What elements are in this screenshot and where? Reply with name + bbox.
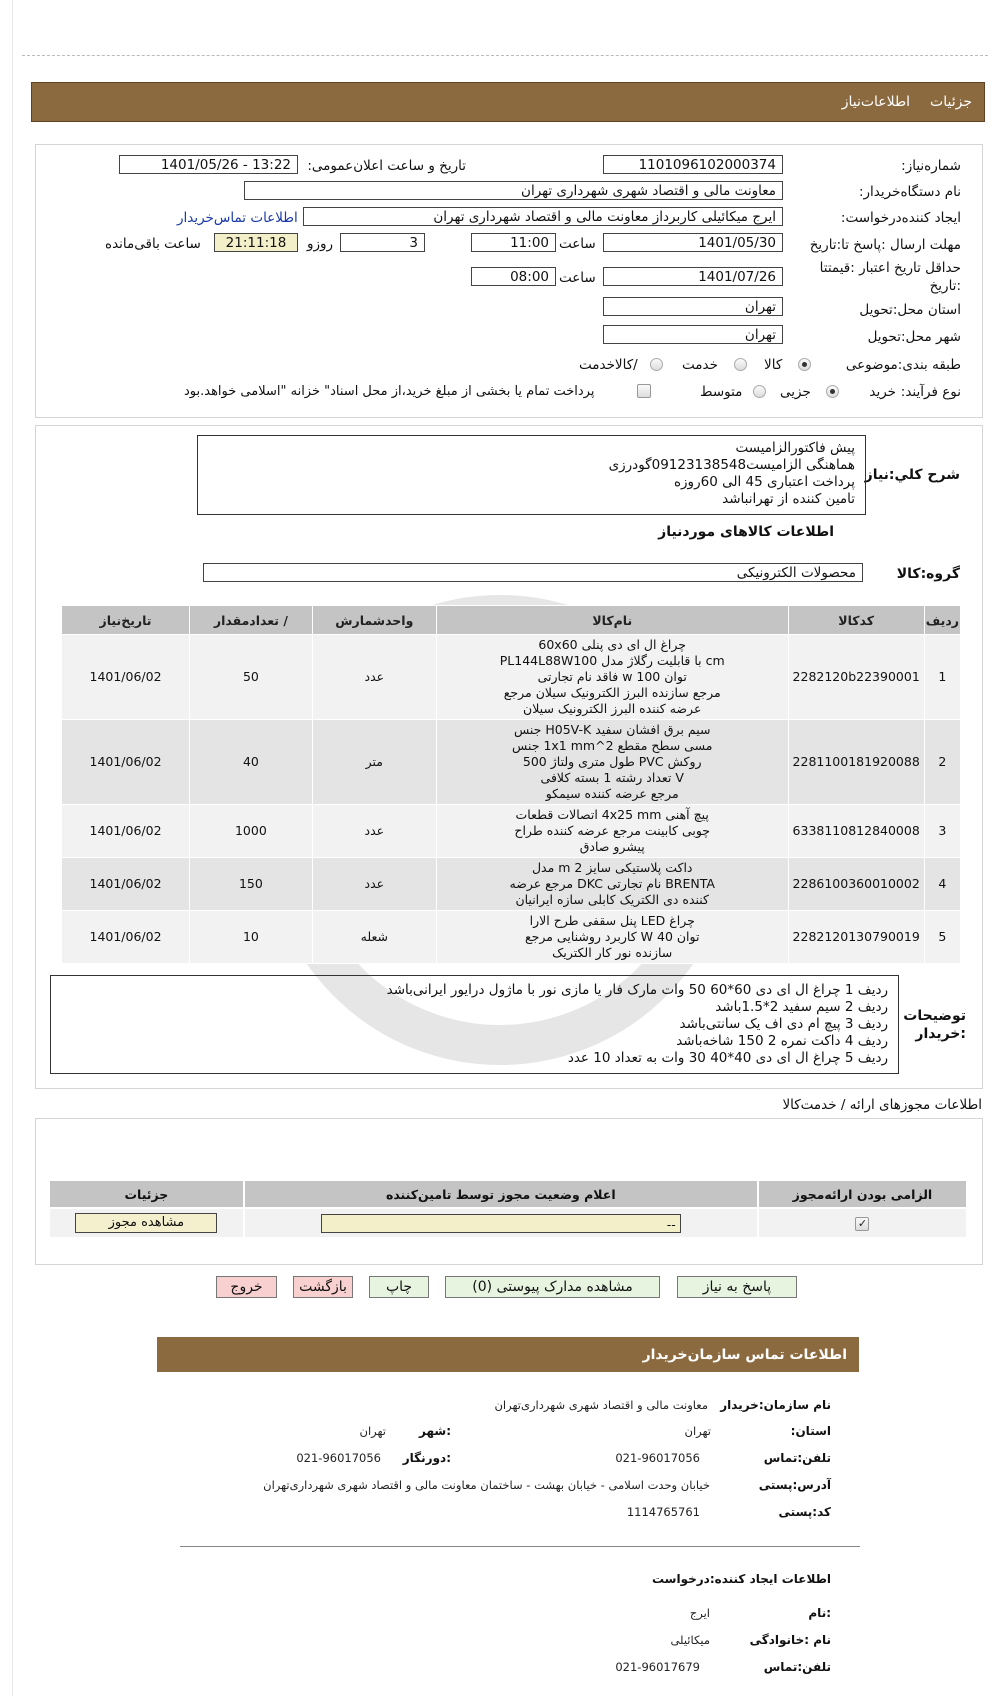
cell-row: 1 (924, 635, 960, 720)
creator-field: ایرج میکائیلی کاربرداز معاونت مالی و اقتصاد شهرداری تهران (303, 207, 783, 226)
cell-date: 1401/06/02 (62, 858, 190, 911)
goods-table (61, 605, 961, 964)
announce-field: 1401/05/26 - 13:22 (119, 155, 298, 174)
creator-info-title: اطلاعات ایجاد کننده:درخواست (651, 1572, 831, 1586)
table-row (62, 911, 961, 964)
goods-table-header (62, 606, 961, 635)
cell-row: 2 (924, 720, 960, 805)
name-line: مرجع سازنده البرز الکترونیک سیلان مرجع (503, 685, 721, 700)
note-line: ردیف 4 داکت نمره 2 150 شاخه‌باشد (676, 1033, 888, 1049)
cell-code: 2282120b22390001 (788, 635, 924, 720)
table-row (62, 858, 961, 911)
permit-status-cell (244, 1208, 758, 1238)
reply-date-field: 1401/05/30 (603, 233, 783, 252)
contact-header-bar (157, 1337, 859, 1372)
creator-label: ایجاد کننده‌درخواست: (840, 210, 961, 226)
creator-name-value: ایرج (689, 1606, 710, 1620)
cell-code: 6338110812840008 (788, 805, 924, 858)
buyer-notes-label-line2: :خریدار (915, 1026, 966, 1042)
contact-province-label: استان: (790, 1424, 831, 1438)
cell-date: 1401/06/02 (62, 911, 190, 964)
cell-code: 2286100360010002 (788, 858, 924, 911)
attachments-button[interactable]: مشاهده مدارک پیوستی (0) (445, 1276, 660, 1298)
cell-date: 1401/06/02 (62, 805, 190, 858)
cell-name (436, 635, 788, 720)
goods-group-label: گروه:کالا (896, 566, 960, 582)
reply-button[interactable]: پاسخ به نیاز (677, 1276, 797, 1298)
category-both-radio[interactable] (650, 358, 663, 371)
cell-code: 2281100181920088 (788, 720, 924, 805)
city-field: تهران (603, 325, 783, 344)
contact-city-value: تهران (359, 1424, 386, 1438)
remaining-time-field: 21:11:18 (214, 233, 298, 252)
cell-row: 5 (924, 911, 960, 964)
buyer-notes-label-line1: توضیحات (903, 1008, 966, 1024)
validity-label-line1: حداقل تاریخ اعتبار :قیمتتا (819, 260, 961, 276)
goods-table-wrap (61, 605, 961, 964)
category-goods-radio[interactable] (798, 358, 811, 371)
page-edge-line (12, 0, 13, 1696)
remaining-label: ساعت باقی‌مانده (105, 236, 201, 252)
contact-phone-label: تلفن:تماس (763, 1451, 831, 1465)
validity-date-field: 1401/07/26 (603, 267, 783, 286)
cell-unit: عدد (312, 805, 436, 858)
org-label: نام سازمان:خریدار (720, 1398, 831, 1412)
creator-family-value: میکائیلی (670, 1633, 710, 1647)
cell-name (436, 720, 788, 805)
col-qty: / تعدادمقدار (190, 606, 313, 635)
buyer-org-field: معاونت مالی و اقتصاد شهری شهرداری تهران (244, 181, 783, 200)
contact-fax-label: :دورنگار (402, 1451, 451, 1465)
name-line: کننده دی الکتریک کابلی سازه ایرانیان (515, 892, 710, 907)
name-line: مسی سطح مقطع 2^1x1 mm جنس (512, 738, 713, 753)
cell-date: 1401/06/02 (62, 720, 190, 805)
cell-date: 1401/06/02 (62, 635, 190, 720)
contact-city-label: :شهر (419, 1424, 451, 1438)
process-medium-radio[interactable] (753, 385, 766, 398)
reply-time-label: ساعت (559, 236, 596, 252)
col-row: ردیف (924, 606, 960, 635)
reply-deadline-label: مهلت ارسال :پاسخ تا:تاریخ (809, 237, 961, 253)
name-line: پیچ آهنی 4x25 mm اتصالات قطعات (515, 807, 709, 822)
contact-address-value: خیابان وحدت اسلامی - خیابان بهشت - ساختمان معاونت مالی و اقتصاد شهری شهرداری‌تهران (263, 1478, 710, 1492)
contact-province-value: تهران (684, 1424, 711, 1438)
contact-postal-label: کد:پستی (778, 1505, 831, 1519)
name-line: سیم برق افشان سفید H05V-K جنس (513, 722, 711, 737)
note-line: ردیف 1 چراغ ال ای دی 60*60 50 وات مارک فار یا مازی نور با ماژول درایور ایرانی‌باشد (386, 982, 888, 998)
contact-divider (180, 1546, 860, 1547)
description-line: تامین کننده از تهرانباشد (722, 491, 855, 507)
contact-fax-value: 021-96017056 (296, 1451, 381, 1465)
col-code: کدکالا (788, 606, 924, 635)
validity-time-label: ساعت (559, 270, 596, 286)
cell-row: 4 (924, 858, 960, 911)
cell-unit: متر (312, 720, 436, 805)
process-partial-label: جزیی (780, 384, 811, 400)
print-button[interactable]: چاپ (369, 1276, 429, 1298)
name-line: BRENTA نام تجارتی DKC مرجع عرضه (509, 876, 715, 891)
tab-details[interactable]: جزئیات (930, 94, 972, 110)
validity-time-field: 08:00 (471, 267, 556, 286)
name-line: توان 40 W کاربرد روشنایی مرجع (524, 929, 700, 944)
process-partial-radio[interactable] (826, 385, 839, 398)
table-row (62, 805, 961, 858)
cell-qty: 10 (190, 911, 313, 964)
permit-row (49, 1208, 967, 1238)
description-line: پیش فاکتورالزامیست (735, 440, 855, 456)
view-permit-button[interactable]: مشاهده مجوز (75, 1213, 217, 1233)
province-label: استان محل:تحویل (859, 302, 961, 318)
city-label: شهر محل:تحویل (867, 329, 961, 345)
name-line: چراغ LED پنل سقفی طرح الارا (529, 913, 695, 928)
permits-header (49, 1180, 967, 1208)
category-service-radio[interactable] (734, 358, 747, 371)
category-both-label: /کالاخدمت (579, 357, 638, 373)
category-label: طبقه بندی:موضوعی (845, 357, 961, 373)
name-line: داکت پلاستیکی سایز 2 m مدل (531, 860, 693, 875)
cell-qty: 1000 (190, 805, 313, 858)
contact-title: اطلاعات تماس سازمان‌خریدار (642, 1346, 847, 1363)
cell-unit: شعله (312, 911, 436, 964)
creator-name-label: :نام (808, 1606, 831, 1620)
cell-unit: عدد (312, 858, 436, 911)
name-line: چوبی کابینت مرجع عرضه کننده طراح (514, 823, 711, 838)
table-row (62, 720, 961, 805)
cell-unit: عدد (312, 635, 436, 720)
col-permit-status: اعلام وضعیت مجوز توسط تامین‌کننده (244, 1180, 758, 1208)
buyer-notes-box (50, 975, 899, 1074)
creator-family-label: نام :خانوادگی (749, 1633, 831, 1647)
cell-qty: 50 (190, 635, 313, 720)
tab-need-info[interactable]: اطلاعات‌نیاز (841, 94, 911, 110)
cell-qty: 150 (190, 858, 313, 911)
cell-qty: 40 (190, 720, 313, 805)
reply-time-field: 11:00 (471, 233, 556, 252)
note-line: ردیف 5 چراغ ال ای دی 40*40 30 وات به تعداد 10 عدد (567, 1050, 888, 1066)
permit-required-cell (758, 1208, 967, 1238)
back-button[interactable]: بازگشت (293, 1276, 353, 1298)
contact-phone-value: 021-96017056 (615, 1451, 700, 1465)
name-line: پیشرو صادق (579, 839, 645, 854)
buyer-contact-link[interactable]: اطلاعات تماس‌خریدار (177, 210, 298, 226)
name-line: مرجع عرضه کننده سیمکو (545, 786, 679, 801)
cell-code: 2282120130790019 (788, 911, 924, 964)
buyer-org-label: نام دستگاه‌خریدار: (858, 184, 961, 200)
treasury-note: پرداخت تمام یا بخشی از مبلغ خرید،از محل اسناد" خزانه "اسلامی خواهد.بود (184, 384, 595, 399)
permits-table (48, 1179, 968, 1239)
creator-phone-value: 021-96017679 (615, 1660, 700, 1674)
goods-section-title: اطلاعات کالاهای موردنیاز (658, 524, 834, 540)
name-line: سازنده نور کار الکتریک (552, 945, 673, 960)
cell-row: 3 (924, 805, 960, 858)
creator-phone-label: تلفن:تماس (763, 1660, 831, 1674)
permits-title: اطلاعات مجوزهای ارائه / خدمت‌کالا (782, 1097, 982, 1113)
description-line: هماهنگی الزامیست09123138548گودرزی (608, 457, 855, 473)
name-line: عرضه کننده البرز الکترونیک سیلان (523, 701, 702, 716)
permit-details-cell (49, 1208, 244, 1238)
process-medium-label: متوسط (700, 384, 743, 400)
days-label: روزو (307, 236, 334, 252)
goods-group-field: محصولات الکترونیکی (203, 563, 863, 582)
need-number-field: 1101096102000374 (603, 155, 783, 174)
note-line: ردیف 2 سیم سفید 2*1.5باشد (715, 999, 888, 1015)
description-line: پرداخت اعتباری 45 الی 60روزه (673, 474, 855, 490)
description-label: شرح کلي:نیاز (864, 467, 960, 483)
cell-name (436, 911, 788, 964)
contact-address-label: آدرس:پستی (758, 1478, 831, 1492)
col-permit-details: جزئیات (49, 1180, 244, 1208)
treasury-checkbox[interactable] (637, 384, 651, 398)
table-row (62, 635, 961, 720)
contact-postal-value: 1114765761 (626, 1505, 700, 1519)
days-field: 3 (340, 233, 425, 252)
cell-name (436, 805, 788, 858)
col-unit: واحدشمارش (312, 606, 436, 635)
permit-required-checkbox[interactable]: ✓ (855, 1217, 869, 1231)
name-line: V تعداد رشته 1 بسته کلافی (540, 770, 684, 785)
validity-label-line2: :تاریخ (929, 278, 961, 294)
process-buy-label: خرید (869, 384, 896, 400)
top-dashed-divider (22, 55, 988, 56)
col-date: تاریخ‌نیاز (62, 606, 190, 635)
description-box (197, 435, 866, 515)
exit-button[interactable]: خروج (216, 1276, 277, 1298)
announce-label: تاریخ و ساعت اعلان‌عمومی: (307, 158, 466, 174)
header-bar (31, 82, 985, 122)
cell-name (436, 858, 788, 911)
col-name: نام‌کالا (436, 606, 788, 635)
col-permit-required: الزامی بودن ارائه‌مجوز (758, 1180, 967, 1208)
name-line: توان 100 w فاقد نام تجارتی (537, 669, 687, 684)
need-number-label: شماره‌نیاز: (901, 158, 961, 174)
category-goods-label: کالا (764, 357, 783, 373)
name-line: چراغ ال ای دی پنلی 60x60 (538, 637, 687, 652)
name-line: cm با قابلیت رگلاژ مدل PL144L88W100 (499, 653, 725, 668)
note-line: ردیف 3 پیچ ام دی اف یک سانتی‌باشد (679, 1016, 888, 1032)
name-line: روکش PVC طول متری ولتاژ 500 (522, 754, 702, 769)
permit-status-field: -- (321, 1214, 681, 1233)
category-service-label: خدمت (682, 357, 718, 373)
org-value: معاونت مالی و اقتصاد شهری شهرداری‌تهران (494, 1398, 708, 1412)
province-field: تهران (603, 297, 783, 316)
process-type-label: نوع فرآیند: (900, 384, 961, 400)
